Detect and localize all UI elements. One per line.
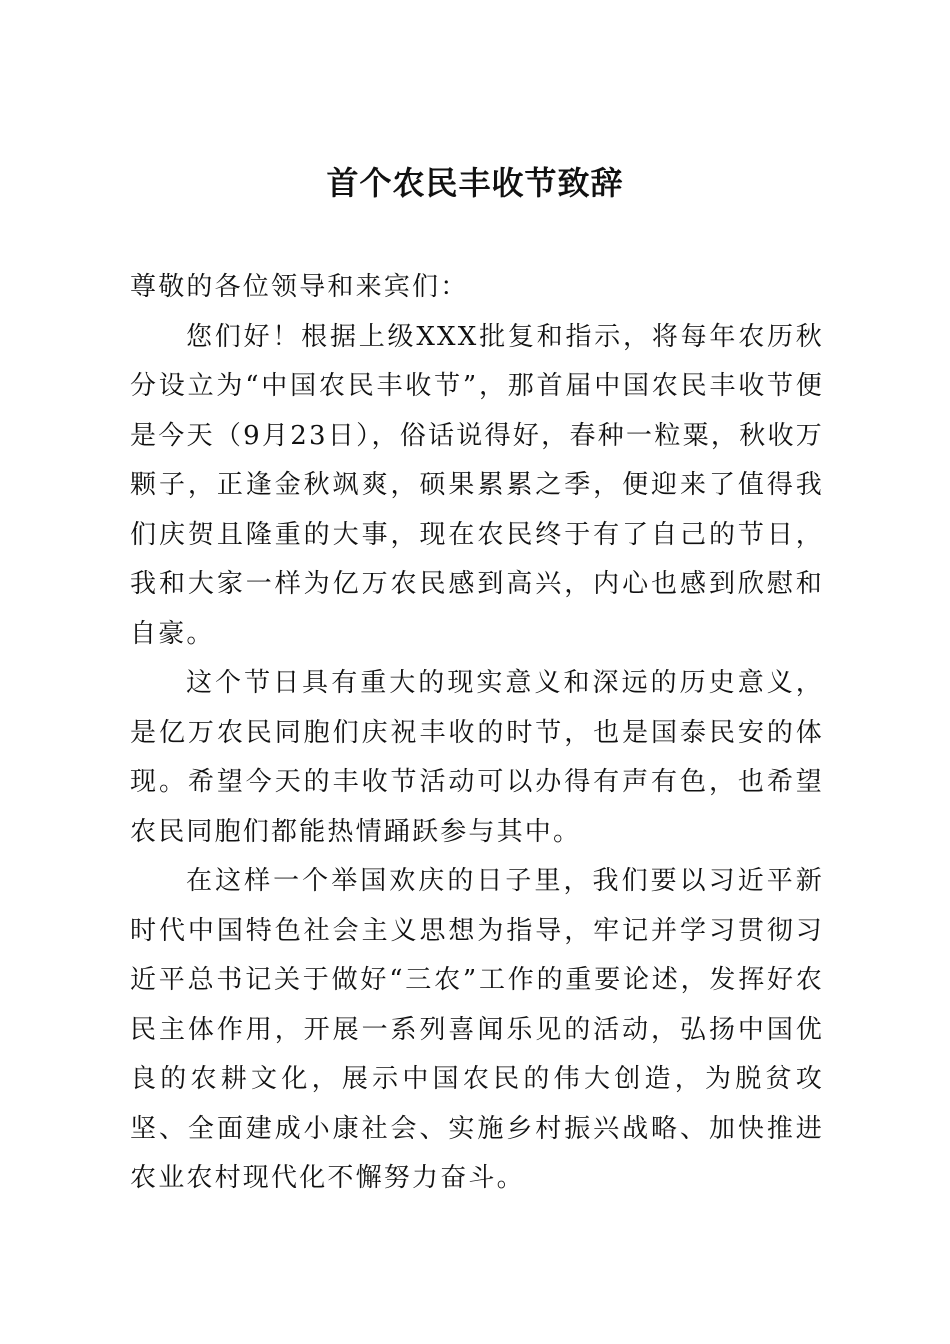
document-title: 首个农民丰收节致辞: [326, 164, 624, 202]
salutation: 尊敬的各位领导和来宾们：: [130, 272, 469, 302]
paragraph-greeting: 您们好！根据上级XXX批复和指示，将每年农历秋分设立为“中国农民丰收节”，那首届中国农民丰收节便是今天（9月23日），俗话说得好，春种一粒粟，秋收万颗子，正逢金秋飒爽，硕果累累之季，便迎来了值得我们庆贺且隆重的大事，现在农民终于有了自己的节日，我和大家一样为亿万农民感到高兴，内心也感到欣慰和自豪。: [130, 321, 824, 649]
document-body: [130, 263, 824, 1204]
paragraph-guidance: 在这样一个举国欢庆的日子里，我们要以习近平新时代中国特色社会主义思想为指导，牢记并学习贯彻习近平总书记关于做好“三农”工作的重要论述，发挥好农民主体作用，开展一系列喜闻乐见的活动，弘扬中国优良的农耕文化，展示中国农民的伟大创造，为脱贫攻坚、全面建成小康社会、实施乡村振兴战略、加快推进农业农村现代化不懈努力奋斗。: [130, 866, 824, 1193]
paragraph-significance: 这个节日具有重大的现实意义和深远的历史意义，是亿万农民同胞们庆祝丰收的时节，也是国泰民安的体现。希望今天的丰收节活动可以办得有声有色，也希望农民同胞们都能热情踊跃参与其中。: [130, 668, 824, 847]
